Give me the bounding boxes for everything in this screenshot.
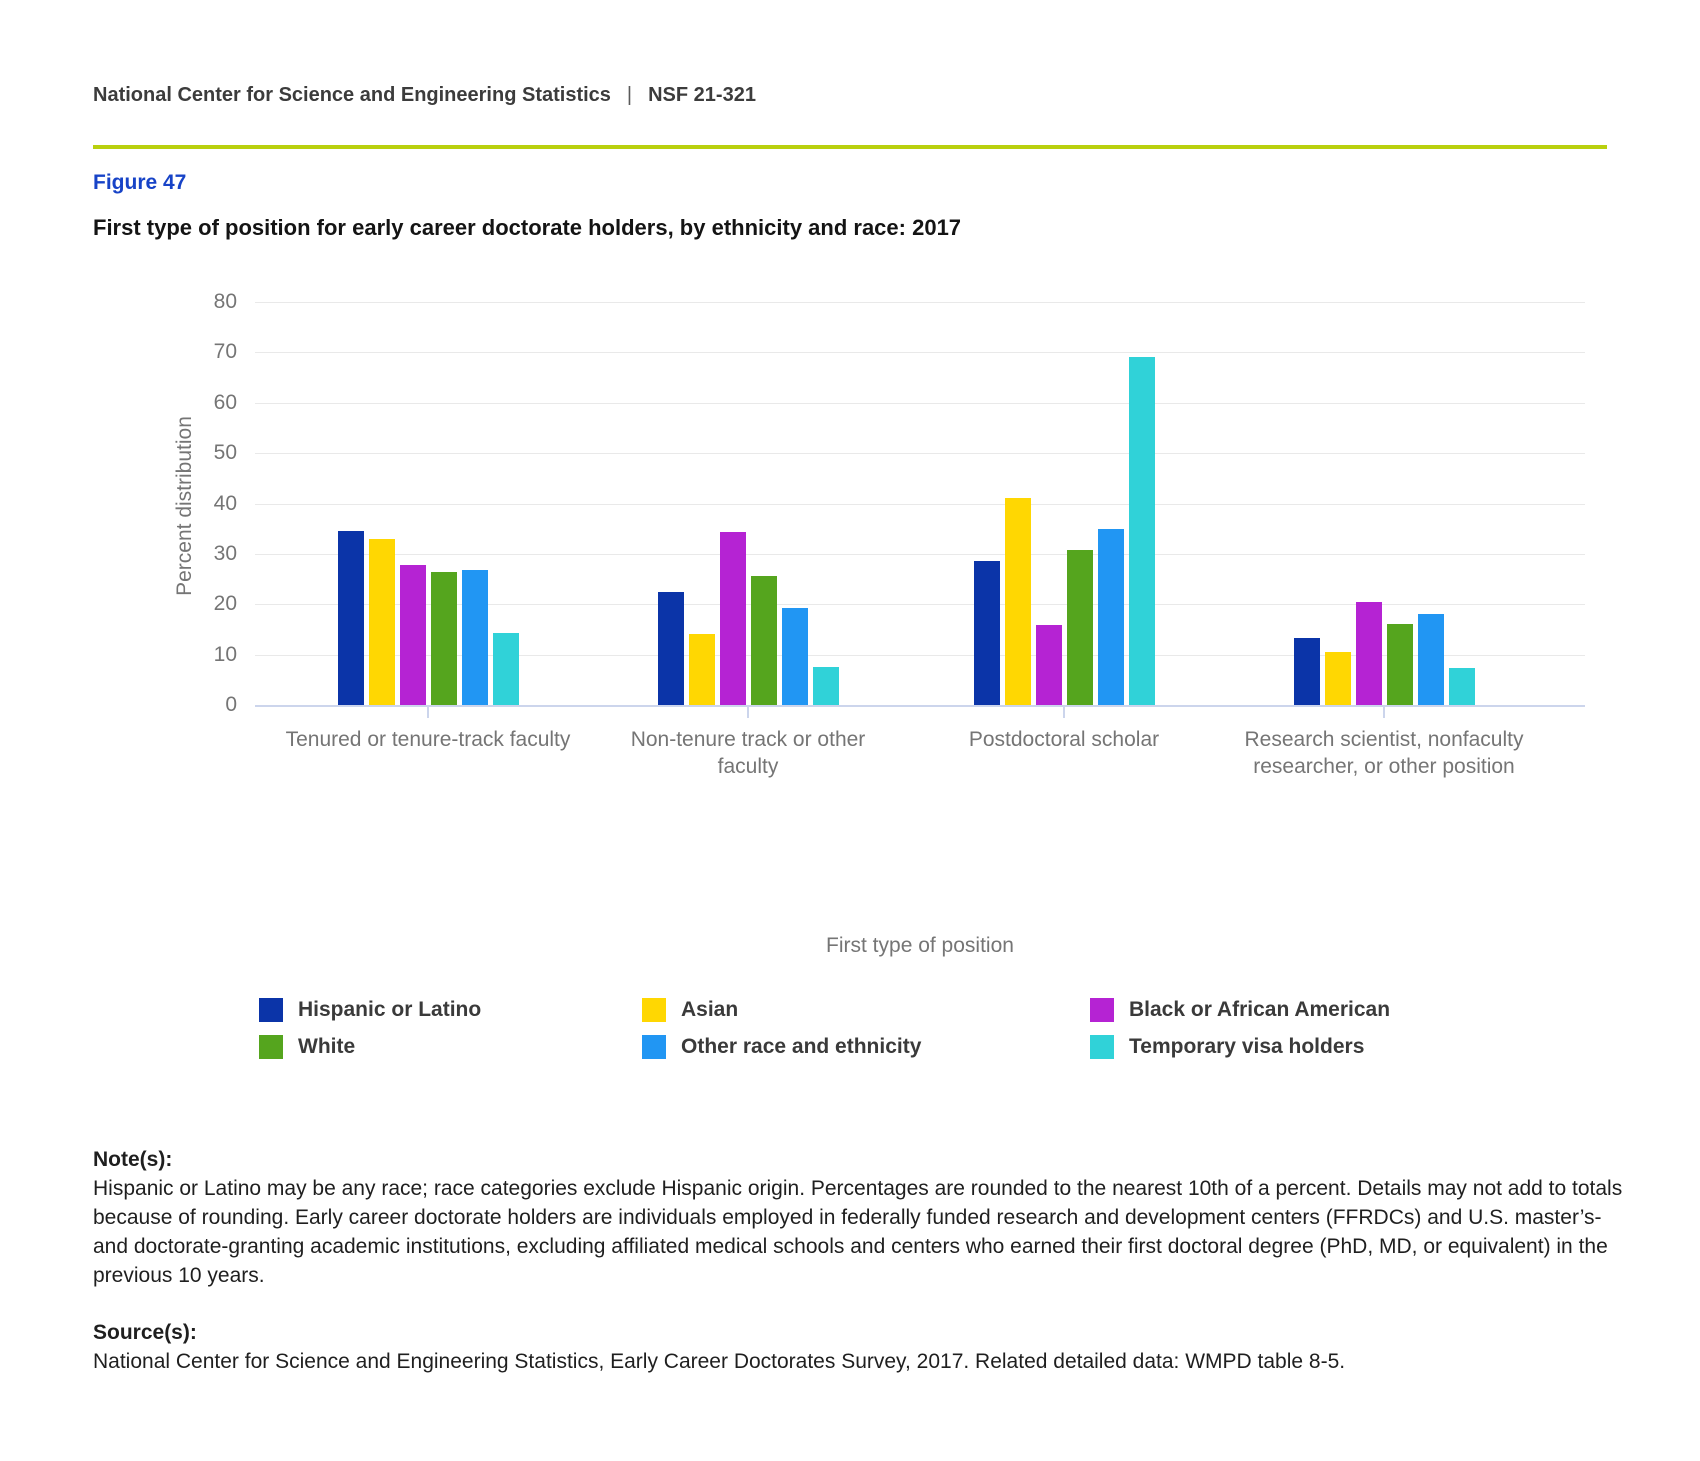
figure-title: First type of position for early career doctorate holders, by ethnicity and race: 2017	[93, 215, 962, 240]
source-section	[93, 1318, 1630, 1376]
y-tick-label: 0	[225, 693, 237, 716]
legend-label: Temporary visa holders	[1129, 1035, 1365, 1058]
notes-text: Hispanic or Latino may be any race; race categories exclude Hispanic origin. Percentages are rounded to the nearest 10th of a percent. Details may not add to totals because of rounding. Early career doctorate holders are individuals employed in federally funded research and development centers (FFRDCs) and U.S. master’s- and doctorate-granting academic institutions, excluding affiliated medical schools and centers who earned their first doctoral degree (PhD, MD, or equivalent) in the previous 10 years.	[93, 1177, 1623, 1287]
y-tick-label: 30	[213, 541, 237, 565]
legend-label: Asian	[681, 998, 739, 1021]
legend-label: Hispanic or Latino	[298, 998, 482, 1021]
legend-item-white	[259, 1035, 642, 1059]
legend-swatch-white	[259, 1035, 283, 1059]
y-tick-label: 80	[213, 290, 237, 313]
category-label: Postdoctoral scholar	[968, 728, 1160, 751]
bar-temporary-visa-holders	[493, 633, 519, 705]
bar-black-or-african-american	[1036, 625, 1062, 705]
x-tick	[1383, 705, 1385, 718]
y-tick-label: 20	[213, 592, 237, 616]
legend-swatch-temporary-visa-holders	[1090, 1035, 1114, 1059]
category-labels	[255, 726, 1585, 836]
bar-white	[431, 572, 457, 705]
legend	[259, 998, 1630, 1059]
bar-hispanic-or-latino	[1294, 638, 1320, 705]
bar-hispanic-or-latino	[658, 592, 684, 705]
bar-white	[1387, 624, 1413, 705]
plot-area	[255, 302, 1585, 705]
divider-line	[93, 145, 1607, 149]
y-tick-label: 70	[213, 340, 237, 364]
bar-other-race-and-ethnicity	[1418, 614, 1444, 705]
header-separator: |	[626, 84, 633, 106]
bar-group-tenured-or-tenure-track-faculty	[338, 531, 519, 705]
legend-swatch-hispanic-or-latino	[259, 998, 283, 1022]
legend-item-asian	[642, 998, 1090, 1022]
legend-item-hispanic-or-latino	[259, 998, 642, 1022]
bar-other-race-and-ethnicity	[1098, 529, 1124, 705]
bar-chart	[93, 290, 1630, 982]
org-name: National Center for Science and Engineering Statistics	[93, 84, 611, 106]
publication-id: NSF 21-321	[648, 84, 756, 106]
legend-item-other-race-and-ethnicity	[642, 1035, 1090, 1059]
x-tick	[427, 705, 429, 718]
legend-swatch-black-or-african-american	[1090, 998, 1114, 1022]
y-axis-title: Percent distribution	[173, 416, 196, 596]
legend-item-temporary-visa-holders	[1090, 1035, 1630, 1059]
x-tick	[1063, 705, 1065, 718]
bar-hispanic-or-latino	[974, 561, 1000, 705]
bar-group-postdoctoral-scholar	[974, 357, 1155, 705]
bar-asian	[689, 634, 715, 705]
legend-swatch-asian	[642, 998, 666, 1022]
notes-heading: Note(s):	[93, 1148, 173, 1171]
gridline	[255, 403, 1585, 404]
gridline	[255, 352, 1585, 353]
legend-swatch-other-race-and-ethnicity	[642, 1035, 666, 1059]
bar-temporary-visa-holders	[1449, 668, 1475, 705]
bar-asian	[369, 539, 395, 705]
bar-white	[1067, 550, 1093, 705]
bar-asian	[1005, 498, 1031, 705]
bar-black-or-african-american	[720, 532, 746, 705]
category-label: Tenured or tenure-track faculty	[285, 728, 571, 751]
x-axis-line	[255, 705, 1585, 707]
bar-group-research-scientist-nonfaculty-researcher-or-other-position	[1294, 602, 1475, 705]
bar-temporary-visa-holders	[1129, 357, 1155, 705]
x-tick	[747, 705, 749, 718]
gridline	[255, 504, 1585, 505]
notes-section	[93, 1145, 1630, 1290]
source-text: National Center for Science and Engineering Statistics, Early Career Doctorates Survey, 2017. Related detailed data: WMPD table 8-5.	[93, 1350, 1346, 1373]
bar-other-race-and-ethnicity	[462, 570, 488, 705]
bar-white	[751, 576, 777, 705]
bar-group-non-tenure-track-or-other-faculty	[658, 532, 839, 705]
bar-other-race-and-ethnicity	[782, 608, 808, 705]
y-tick-label: 50	[213, 441, 237, 465]
document-header	[93, 84, 1630, 107]
legend-item-black-or-african-american	[1090, 998, 1630, 1022]
bar-black-or-african-american	[1356, 602, 1382, 705]
source-heading: Source(s):	[93, 1321, 197, 1344]
y-tick-label: 60	[213, 390, 237, 414]
gridline	[255, 453, 1585, 454]
bar-hispanic-or-latino	[338, 531, 364, 705]
category-label: Non-tenure track or other faculty	[630, 728, 866, 778]
bar-temporary-visa-holders	[813, 667, 839, 705]
category-label: Research scientist, nonfaculty researcher, or other position	[1244, 728, 1524, 778]
legend-label: White	[298, 1035, 356, 1058]
bar-asian	[1325, 652, 1351, 705]
bar-black-or-african-american	[400, 565, 426, 705]
legend-label: Other race and ethnicity	[681, 1035, 922, 1058]
legend-label: Black or African American	[1129, 998, 1391, 1021]
figure-label: Figure 47	[93, 171, 187, 194]
x-axis-title: First type of position	[826, 934, 1014, 957]
gridline	[255, 302, 1585, 303]
y-tick-label: 10	[213, 642, 237, 666]
y-tick-label: 40	[213, 491, 237, 515]
